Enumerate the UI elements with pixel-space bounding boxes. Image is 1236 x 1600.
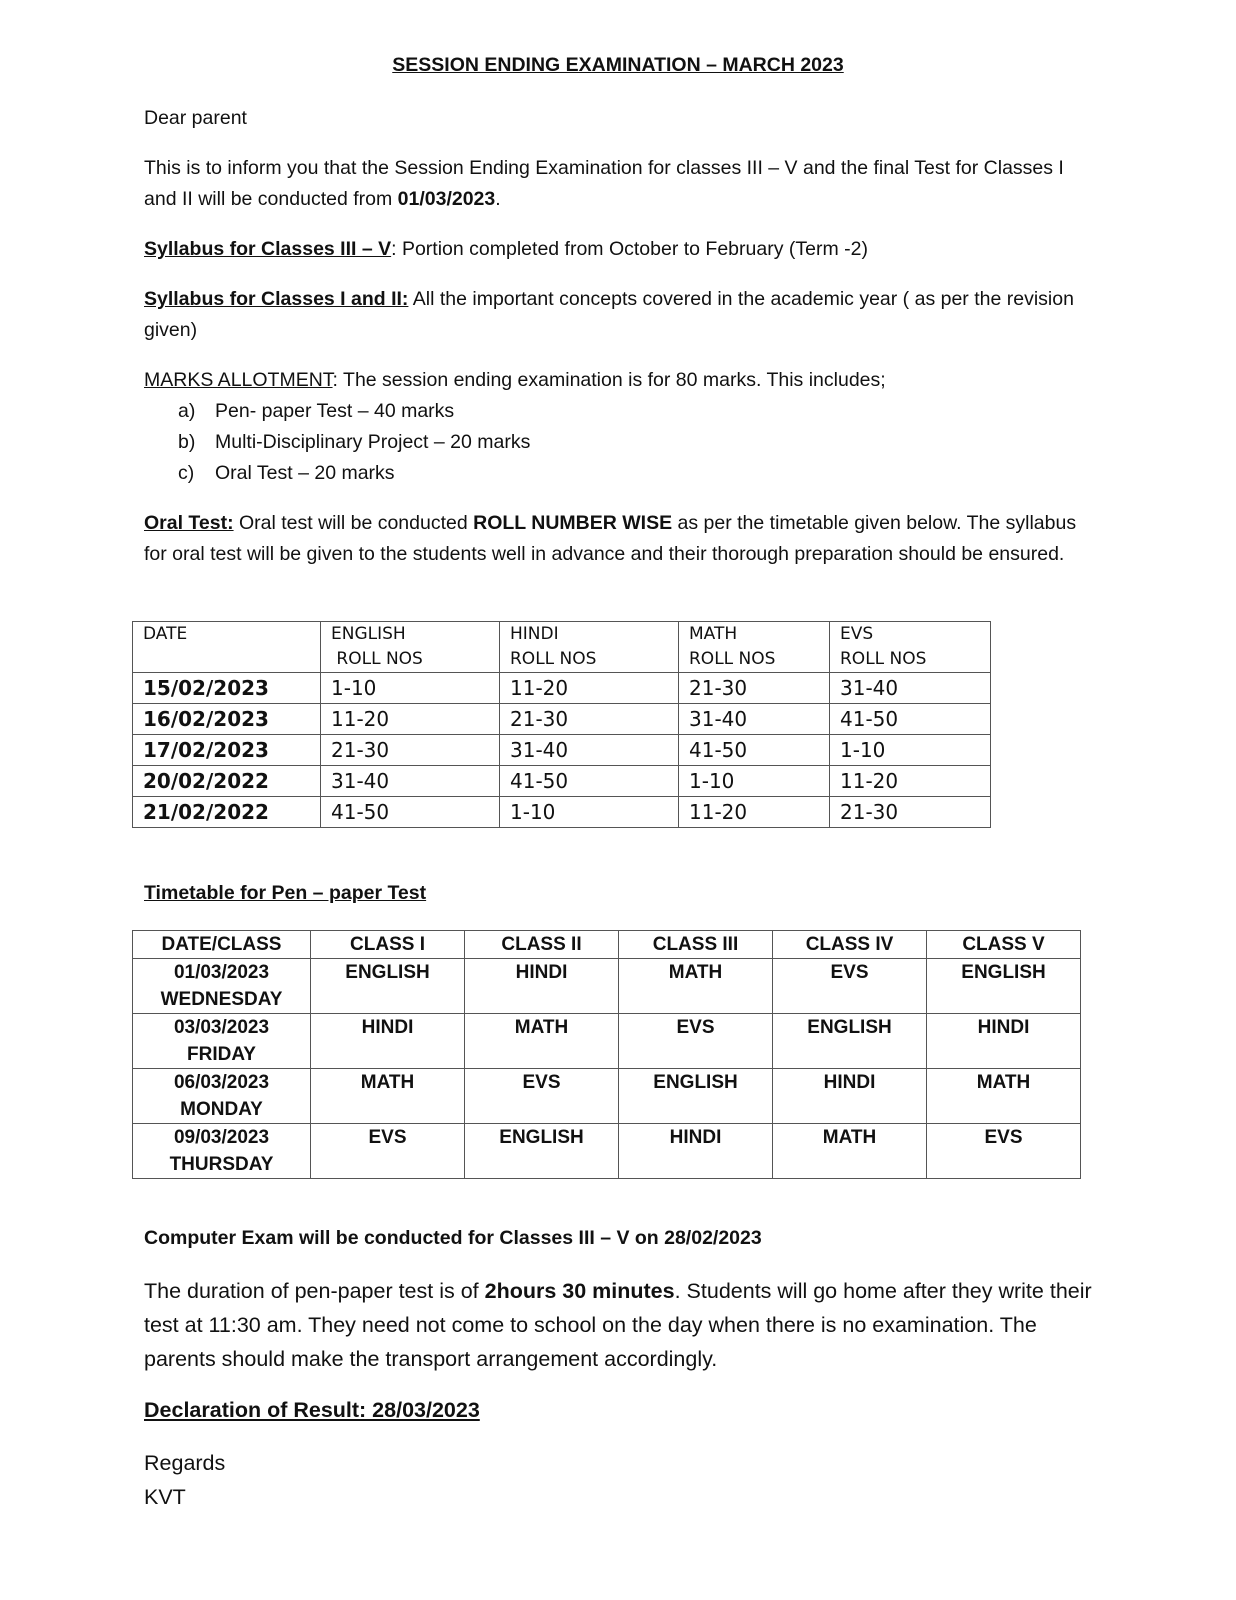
header-line-1: DATE (143, 624, 188, 644)
header-line-2: ROLL NOS (331, 649, 423, 669)
table-cell: 21-30 (679, 673, 830, 704)
table-cell: MATH (465, 1014, 619, 1069)
table-cell-date (133, 1124, 311, 1179)
table-cell: ENGLISH (927, 959, 1081, 1014)
syllabus-classes-1-2 (144, 284, 1094, 346)
exam-day: FRIDAY (187, 1044, 256, 1065)
duration-text-1: The duration of pen-paper test is of (144, 1279, 485, 1303)
table-cell-date: 15/02/2023 (133, 673, 321, 704)
table-row (133, 1124, 1081, 1179)
header-line-1: ENGLISH (331, 624, 406, 644)
header-line-1: HINDI (510, 624, 559, 644)
list-item-label: b) (178, 431, 196, 453)
table-cell: EVS (465, 1069, 619, 1124)
syllabus-3-5-label: Syllabus for Classes III – V (144, 238, 392, 260)
timetable-title: Timetable for Pen – paper Test (144, 882, 427, 904)
table-cell: 41-50 (500, 766, 679, 797)
computer-exam-note: Computer Exam will be conducted for Classes III – V on 28/02/2023 (144, 1227, 762, 1249)
table-cell: 1-10 (500, 797, 679, 828)
table-cell: HINDI (465, 959, 619, 1014)
header-line-2: ROLL NOS (689, 649, 776, 669)
syllabus-1-2-label: Syllabus for Classes I and II: (144, 288, 409, 310)
table-header-row (133, 931, 1081, 959)
table-row (133, 797, 991, 828)
list-item-text: Multi-Disciplinary Project – 20 marks (215, 431, 531, 453)
list-item (178, 427, 530, 458)
exam-date: 06/03/2023 (173, 1072, 270, 1093)
table-cell: MATH (311, 1069, 465, 1124)
table-cell: 11-20 (321, 704, 500, 735)
table-cell: EVS (773, 959, 927, 1014)
table-header-cell: CLASS IV (773, 931, 927, 959)
duration-text-2: . Students will go home after they write their test at 11:30 am. They need not come to school on the day when there is no examination. The parents should make the transport arrangement accordingly. (144, 1279, 1092, 1371)
duration-paragraph (144, 1274, 1094, 1376)
table-cell: 11-20 (679, 797, 830, 828)
list-item-text: Pen- paper Test – 40 marks (215, 400, 455, 422)
syllabus-1-2-text: All the important concepts covered in the academic year ( as per the revision given) (144, 288, 1074, 341)
intro-date: 01/03/2023 (397, 188, 496, 210)
table-header-cell: CLASS V (927, 931, 1081, 959)
table-cell-date: 17/02/2023 (133, 735, 321, 766)
table-cell: 31-40 (679, 704, 830, 735)
exam-day: THURSDAY (169, 1154, 274, 1175)
syllabus-classes-3-5 (144, 234, 1094, 265)
oral-text-1: Oral test will be conducted (233, 512, 474, 534)
table-header-cell: CLASS II (465, 931, 619, 959)
table-cell-date (133, 959, 311, 1014)
table-cell-date: 16/02/2023 (133, 704, 321, 735)
table-row (133, 704, 991, 735)
table-cell-date (133, 1014, 311, 1069)
table-cell: HINDI (619, 1124, 773, 1179)
list-item (178, 458, 530, 489)
table-cell: MATH (619, 959, 773, 1014)
table-cell-date (133, 1069, 311, 1124)
marks-text: : The session ending examination is for 80 marks. This includes; (332, 369, 886, 391)
oral-label: Oral Test: (144, 512, 234, 534)
table-cell: EVS (619, 1014, 773, 1069)
exam-date: 09/03/2023 (173, 1127, 270, 1148)
intro-end: . (495, 188, 501, 210)
table-cell: 21-30 (830, 797, 991, 828)
table-cell: HINDI (773, 1069, 927, 1124)
closing-regards: Regards (144, 1451, 226, 1475)
table-cell: 31-40 (500, 735, 679, 766)
table-cell: ENGLISH (773, 1014, 927, 1069)
table-header-cell: DATE/CLASS (133, 931, 311, 959)
table-cell: 31-40 (830, 673, 991, 704)
intro-text: This is to inform you that the Session Ending Examination for classes III – V and the final Test for Classes I and II will be conducted from (144, 157, 1064, 210)
exam-date: 03/03/2023 (173, 1017, 270, 1038)
table-cell: MATH (773, 1124, 927, 1179)
oral-test-paragraph (144, 508, 1094, 570)
oral-bold: ROLL NUMBER WISE (473, 512, 673, 534)
signature: KVT (144, 1485, 186, 1509)
table-cell: 11-20 (830, 766, 991, 797)
table-row (133, 673, 991, 704)
table-row (133, 735, 991, 766)
list-item-label: c) (178, 462, 195, 484)
table-row (133, 959, 1081, 1014)
table-header-row (133, 622, 991, 673)
table-cell: 11-20 (500, 673, 679, 704)
table-cell-date: 21/02/2022 (133, 797, 321, 828)
marks-list (178, 396, 530, 489)
table-cell: HINDI (311, 1014, 465, 1069)
table-cell: ENGLISH (465, 1124, 619, 1179)
table-header-cell (321, 622, 500, 673)
table-header-cell: CLASS I (311, 931, 465, 959)
table-row (133, 766, 991, 797)
header-line-2: ROLL NOS (840, 649, 927, 669)
marks-allotment (144, 365, 1094, 396)
exam-day: MONDAY (180, 1099, 263, 1120)
syllabus-3-5-text: : Portion completed from October to February (Term -2) (391, 238, 868, 260)
table-cell: EVS (927, 1124, 1081, 1179)
list-item (178, 396, 530, 427)
table-cell: 1-10 (679, 766, 830, 797)
table-cell-date: 20/02/2022 (133, 766, 321, 797)
intro-paragraph (144, 153, 1094, 215)
table-header-cell (679, 622, 830, 673)
pen-paper-timetable (132, 930, 1081, 1179)
table-cell: MATH (927, 1069, 1081, 1124)
table-header-cell: CLASS III (619, 931, 773, 959)
table-header-cell (830, 622, 991, 673)
table-cell: 1-10 (830, 735, 991, 766)
table-cell: HINDI (927, 1014, 1081, 1069)
list-item-text: Oral Test – 20 marks (215, 462, 395, 484)
table-row (133, 1014, 1081, 1069)
oral-text-2: as per the timetable given below. The syllabus for oral test will be given to the students well in advance and their thorough preparation should be ensured. (144, 512, 1077, 565)
table-row (133, 1069, 1081, 1124)
table-header-cell (133, 622, 321, 673)
table-cell: 41-50 (679, 735, 830, 766)
header-line-1: MATH (689, 624, 738, 644)
table-cell: ENGLISH (311, 959, 465, 1014)
table-cell: EVS (311, 1124, 465, 1179)
table-cell: ENGLISH (619, 1069, 773, 1124)
result-declaration: Declaration of Result: 28/03/2023 (144, 1398, 480, 1422)
exam-day: WEDNESDAY (160, 989, 283, 1010)
table-cell: 1-10 (321, 673, 500, 704)
oral-test-table (132, 621, 991, 828)
list-item-label: a) (178, 400, 196, 422)
table-cell: 21-30 (321, 735, 500, 766)
document-title: SESSION ENDING EXAMINATION – MARCH 2023 (392, 54, 844, 76)
table-cell: 21-30 (500, 704, 679, 735)
header-line-1: EVS (840, 624, 874, 644)
duration-bold: 2hours 30 minutes (484, 1279, 675, 1303)
table-header-cell (500, 622, 679, 673)
table-cell: 31-40 (321, 766, 500, 797)
marks-label: MARKS ALLOTMENT (144, 369, 333, 391)
header-line-2: ROLL NOS (510, 649, 597, 669)
table-cell: 41-50 (830, 704, 991, 735)
greeting: Dear parent (144, 107, 247, 129)
exam-date: 01/03/2023 (173, 962, 270, 983)
table-cell: 41-50 (321, 797, 500, 828)
